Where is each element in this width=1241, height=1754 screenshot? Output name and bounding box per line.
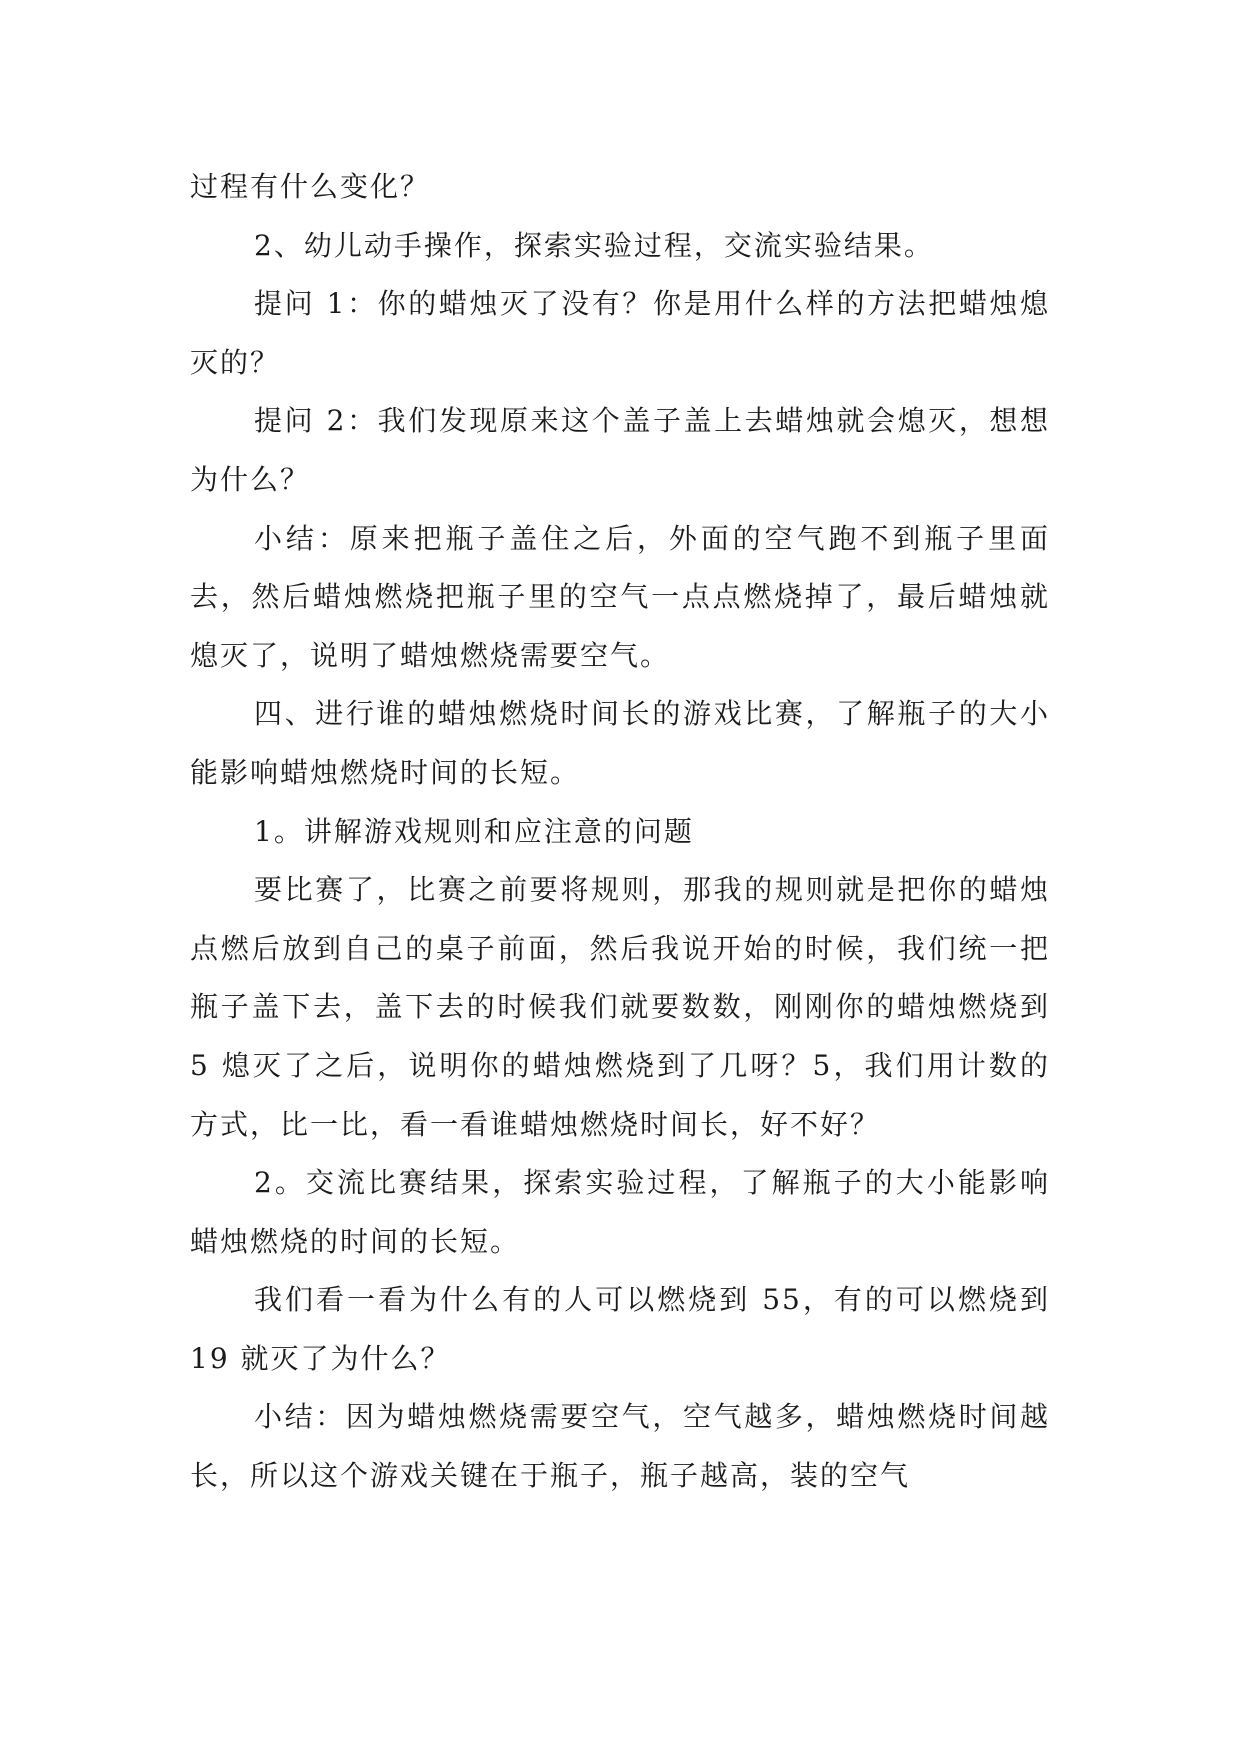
paragraph-rules-heading: 1。讲解游戏规则和应注意的问题 bbox=[254, 814, 694, 848]
paragraph-question-1: 提问 1：你的蜡烛灭了没有？你是用什么样的方法把蜡烛熄灭的？ bbox=[190, 287, 1050, 379]
paragraph-continuation: 过程有什么变化？ bbox=[190, 170, 431, 203]
paragraph-step-2: 2、幼儿动手操作，探索实验过程，交流实验结果。 bbox=[254, 228, 934, 262]
paragraph-rules: 要比赛了，比赛之前要将规则，那我的规则就是把你的蜡烛点燃后放到自己的桌子前面，然后我说开始的时候，我们统一把瓶子盖下去，盖下去的时候我们就要数数，刚刚你的蜡烛燃烧到 5 熄灭了之后，说明你的蜡烛燃烧到了几呀？5，我们用计数的方式，比一比，看一看谁蜡烛燃烧时间长，好不好？ bbox=[190, 873, 1050, 1141]
paragraph-observation: 我们看一看为什么有的人可以燃烧到 55，有的可以燃烧到 19 就灭了为什么？ bbox=[190, 1283, 1050, 1375]
paragraph-step-2-results: 2。交流比赛结果，探索实验过程，了解瓶子的大小能影响蜡烛燃烧的时间的长短。 bbox=[190, 1166, 1050, 1258]
paragraph-summary-2: 小结：因为蜡烛燃烧需要空气，空气越多，蜡烛燃烧时间越长，所以这个游戏关键在于瓶子，瓶子越高，装的空气 bbox=[190, 1400, 1050, 1493]
paragraph-question-2: 提问 2：我们发现原来这个盖子盖上去蜡烛就会熄灭，想想为什么？ bbox=[190, 404, 1050, 496]
document-body bbox=[190, 158, 1050, 1506]
paragraph-section-4: 四、进行谁的蜡烛燃烧时间长的游戏比赛，了解瓶子的大小能影响蜡烛燃烧时间的长短。 bbox=[190, 697, 1050, 789]
paragraph-summary-1: 小结：原来把瓶子盖住之后，外面的空气跑不到瓶子里面去，然后蜡烛燃烧把瓶子里的空气一点点燃烧掉了，最后蜡烛就熄灭了，说明了蜡烛燃烧需要空气。 bbox=[190, 521, 1050, 672]
